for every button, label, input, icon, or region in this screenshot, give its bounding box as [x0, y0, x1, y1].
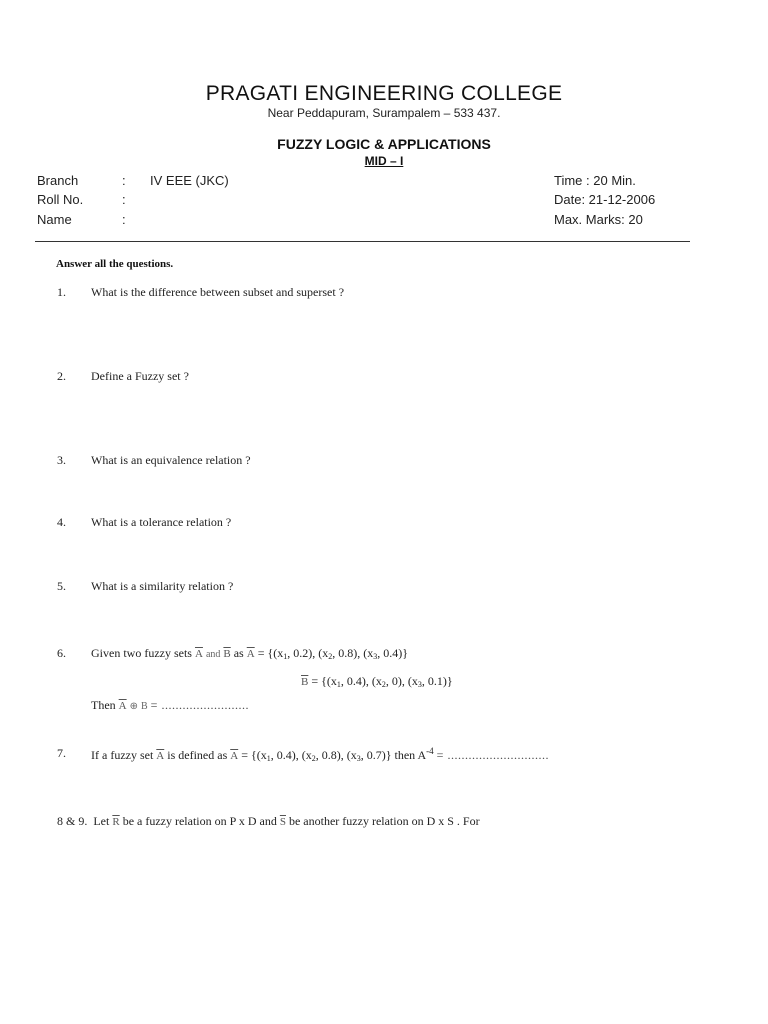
name-sep: :	[122, 212, 126, 227]
question-line-1	[91, 646, 408, 661]
equals-sign: =	[241, 748, 248, 762]
question-text-mid: is defined as	[167, 748, 228, 762]
question-number: 5.	[57, 579, 66, 593]
question-number: 2.	[57, 369, 66, 383]
answer-blank: = .........................	[150, 698, 249, 712]
fuzzy-set-a-symbol: $\overline{A}$	[194, 648, 203, 660]
question-number: 7.	[57, 746, 66, 760]
question-text: What is the difference between subset and superset ?	[91, 285, 345, 299]
then-text: then $A^{-4}$	[394, 746, 434, 762]
question-number: 6.	[57, 646, 66, 660]
max-marks-text: Max. Marks: 20	[554, 212, 643, 227]
then-text: Then	[91, 698, 116, 712]
question-text: If a fuzzy set	[91, 748, 154, 762]
fuzzy-set-a-symbol: $\overline{A}$	[156, 750, 165, 762]
name-label: Name	[37, 212, 72, 227]
college-name: PRAGATI ENGINEERING COLLEGE	[205, 82, 563, 105]
set-a-definition: {($x_1$, 0.4), ($x_2$, 0.8), ($x_3$, 0.7)}	[250, 748, 392, 763]
time-text: Time : 20 Min.	[554, 173, 636, 188]
question-text-2: be another fuzzy relation on D x S . For	[288, 814, 480, 828]
question-line-2	[301, 674, 453, 689]
question-number: 1.	[57, 285, 66, 299]
answer-blank: = .............................	[436, 748, 549, 762]
fuzzy-relation-r-symbol: $\overline{R}$	[112, 816, 120, 828]
let-text: Let	[93, 814, 110, 828]
subject-title: FUZZY LOGIC & APPLICATIONS	[277, 136, 491, 152]
branch-label: Branch	[37, 173, 79, 188]
set-a-definition: {($x_1$, 0.2), ($x_2$, 0.8), ($x_3$, 0.4)}	[267, 646, 408, 661]
fuzzy-relation-s-symbol: $\overline{S}$	[279, 816, 286, 828]
question-line-1	[91, 746, 549, 763]
question-text: be a fuzzy relation on P x D and	[122, 814, 277, 828]
as-text: as	[233, 646, 244, 660]
fuzzy-set-b-symbol: $\overline{B}$	[223, 648, 231, 660]
oplus-operator-icon: ⊕	[129, 701, 138, 712]
question-number: 8 & 9.	[57, 814, 88, 828]
roll-no-sep: :	[122, 192, 126, 207]
question-line-1	[57, 814, 480, 829]
equals-sign: =	[311, 674, 319, 688]
fuzzy-set-b-symbol: $\overline{B}$	[301, 676, 309, 688]
college-address: Near Peddapuram, Surampalem – 533 437.	[267, 106, 501, 120]
question-line-3	[91, 698, 249, 713]
question-number: 4.	[57, 515, 66, 529]
question-text: What is a tolerance relation ?	[91, 515, 232, 529]
fuzzy-set-a-symbol: $\overline{A}$	[118, 700, 127, 712]
question-text: What is a similarity relation ?	[91, 579, 234, 593]
date-text: Date: 21-12-2006	[554, 192, 656, 207]
set-b-definition: {($x_1$, 0.4), ($x_2$, 0), ($x_3$, 0.1)}	[321, 674, 453, 689]
fuzzy-set-a-symbol: $\overline{A}$	[246, 648, 255, 660]
fuzzy-set-a-symbol: $\overline{A}$	[230, 750, 239, 762]
equals-sign: =	[257, 646, 265, 660]
fuzzy-set-b-symbol: B	[141, 701, 148, 712]
branch-value: IV EEE (JKC)	[150, 173, 229, 188]
instructions: Answer all the questions.	[56, 258, 174, 270]
header-divider	[35, 241, 690, 242]
and-text: and	[205, 649, 221, 660]
roll-no-label: Roll No.	[37, 192, 84, 207]
branch-sep: :	[122, 173, 126, 188]
question-text: What is an equivalence relation ?	[91, 453, 251, 467]
question-number: 3.	[57, 453, 66, 467]
question-text: Define a Fuzzy set ?	[91, 369, 189, 383]
question-text: Given two fuzzy sets	[91, 646, 192, 660]
exam-title: MID – I	[364, 154, 404, 168]
